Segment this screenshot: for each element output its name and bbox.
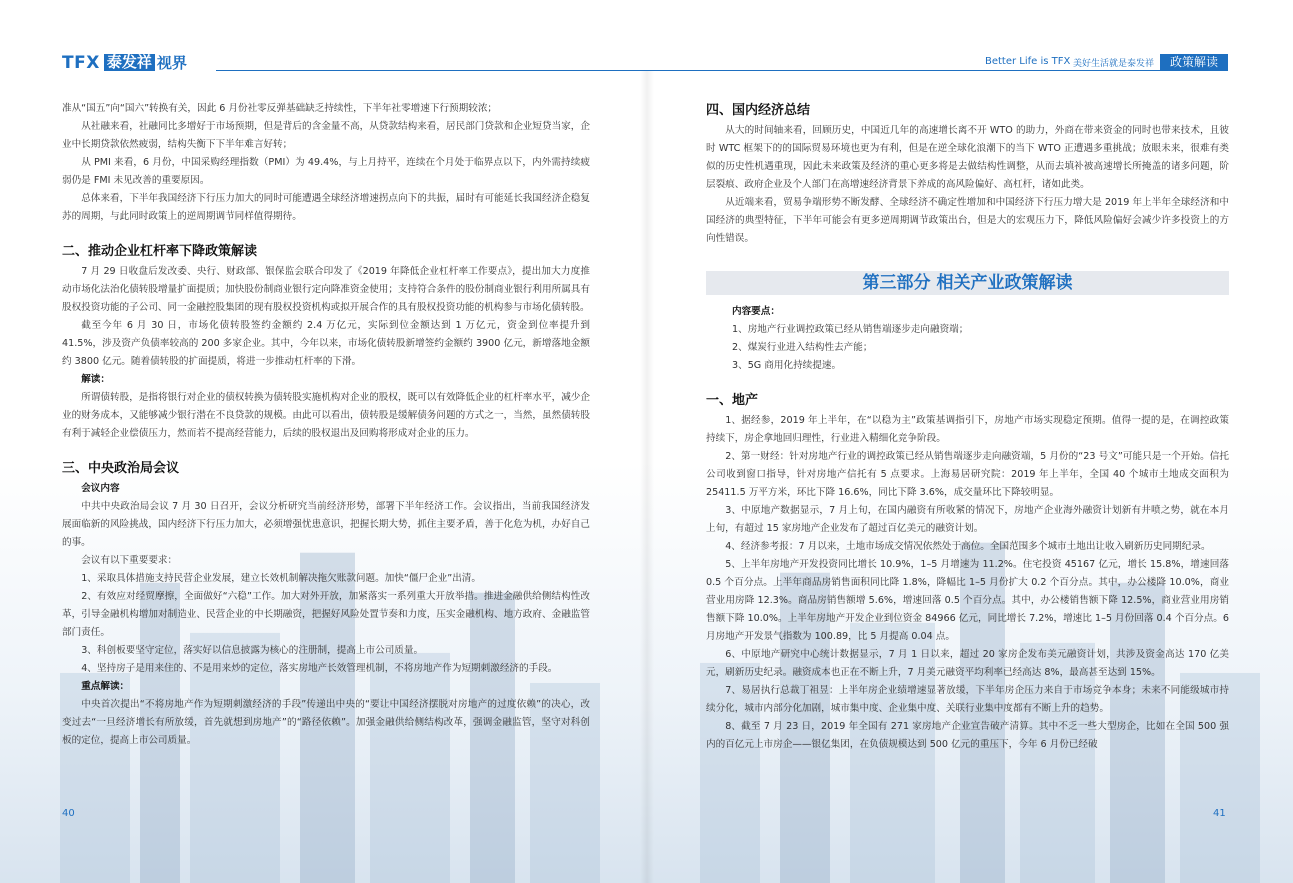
logo-company-name: 泰发祥 [104,54,155,71]
section-heading: 一、地产 [706,393,759,408]
section-tag: 政策解读 [1160,54,1228,70]
page-number-right: 41 [1213,808,1226,819]
paragraph: 总体来看，下半年我国经济下行压力加大的同时可能遭遇全球经济增速拐点向下的共振，届时有可能延长我国经济企稳复苏的周期，与此同时政策上的逆周期调节同样值得期待。 [62,193,590,222]
section-heading: 二、推动企业杠杆率下降政策解读 [62,244,258,259]
list-item: 1、据经参，2019 年上半年，在“以稳为主”政策基调指引下，房地产市场实现稳定预期。值得一提的是，在调控政策持续下，房企拿地回归理性，行业进入精细化竞争阶段。 [706,415,1229,444]
section-heading: 三、中央政治局会议 [62,461,180,476]
interpretation-label: 重点解读： [81,681,130,692]
section-heading: 四、国内经济总结 [706,103,811,118]
list-item: 5、上半年房地产开发投资同比增长 10.9%，1–5 月增速为 11.2%。住宅投资 45167 亿元，增长 15.8%，增速回落 0.5 个百分点。上半年商品房销售面积同比降 1.8%，降幅比 1–5 月份扩大 0.2 个百分点。其中，办公楼降 10.0%，商业营业用房降 12.3%。商品房销售额增 5.6%，增速回落 0.5 个百分点。其中，办公楼销售额下降 12.5%，商业营业用房销售额下降 10.0%。上半年房地产开发企业到位资金 84966 亿元，同比增长 7.2%，增速比 1–5 月份回落 0.4 个百分点。6 月房地产开发景气指数为 100.89，比 5 月提高 0.04 点。 [706,559,1229,642]
right-page-column [706,100,1229,754]
header-rule [216,70,1228,71]
slogan-chinese: 美好生活就是泰发祥 [1073,59,1155,69]
list-item: 4、坚持房子是用来住的、不是用来炒的定位，落实房地产长效管理机制，不将房地产作为短期刺激经济的手段。 [81,663,558,674]
list-item: 2、有效应对经贸摩擦，全面做好“六稳”工作。加大对外开放，加紧落实一系列重大开放举措。推进金融供给侧结构性改革，引导金融机构增加对制造业、民营企业的中长期融资，把握好风险处置节奏和力度，压实金融机构、地方政府、金融监管部门责任。 [62,591,590,638]
paragraph: 所谓债转股，是指将银行对企业的债权转换为债转股实施机构对企业的股权，既可以有效降低企业的杠杆率水平，减少企业的财务成本，又能够减少银行潜在不良贷款的规模。由此可以看出，债转股是缓解债务问题的方式之一，当然，虽然债转股有利于减轻企业偿债压力，然而若不提高经营能力，后续的股权退出及回购将形成对企业的压力。 [62,392,590,439]
key-point: 1、房地产行业调控政策已经从销售端逐步走向融资端； [732,324,969,335]
paragraph: 截至今年 6 月 30 日，市场化债转股签约金额约 2.4 万亿元，实际到位金额达到 1 万亿元，资金到位率提升到 41.5%，涉及资产负债率较高的 200 多家企业。其中，今年以来，市场化债转股新增签约金额约 3900 亿元，新增落地金额约 3800 亿元。随着债转股的扩面提质，将进一步推动杠杆率的下滑。 [62,320,590,367]
paragraph: 中央首次提出“不将房地产作为短期刺激经济的手段”传递出中央的“要让中国经济摆脱对房地产的过度依赖”的决心，改变过去“一旦经济增长有所放缓，首先就想到房地产”的“路径依赖”。加强金融供给侧结构改革，强调金融监管，坚守对科创板的定位，提高上市公司质量。 [62,699,590,746]
paragraph: 从大的时间轴来看，回顾历史，中国近几年的高速增长离不开 WTO 的助力，外商在带来资金的同时也带来技术，且彼时 WTC 框架下的的国际贸易环境也更为有利，但是在逆全球化浪潮下的当下 WTO 正遭遇多重挑战；放眼未来，很难有类似的历史性机遇重现，因此未来政策及经济的重心更多将是去做结构性调整，从而去填补被高速增长所掩盖的诸多问题，阶层裂痕、政府企业及个人部门在高增速经济背景下养成的高风险偏好、高杠杆，诸如此类。 [706,125,1229,190]
key-point: 2、煤炭行业进入结构性去产能； [732,342,873,353]
logo-tfx-text: TFX [62,52,100,73]
list-item: 4、经济参考报：7 月以来，土地市场成交情况依然处于高位。全国范围多个城市土地出让收入刷新历史同期纪录。 [725,541,1211,552]
part-banner: 第三部分 相关产业政策解读 [706,271,1229,295]
list-item: 3、中原地产数据显示，7 月上旬，在国内融资有所收紧的情况下，房地产企业海外融资计划新有井喷之势，就在本月上旬，有超过 15 家房地产企业发布了超过百亿美元的融资计划。 [706,505,1229,534]
paragraph: 中共中央政治局会议 7 月 30 日召开，会议分析研究当前经济形势，部署下半年经济工作。会议指出，当前我国经济发展面临新的风险挑战，国内经济下行压力加大，必须增强忧患意识，把握长期大势，抓住主要矛盾，善于化危为机，办好自己的事。 [62,501,590,548]
interpretation-label: 解读： [81,374,110,385]
paragraph: 从近端来看，贸易争端形势不断发酵、全球经济不确定性增加和中国经济下行压力增大是 2019 年上半年全球经济和中国经济的典型特征，下半年可能会有更多逆周期调节政策出台，但是大的宏观压力下，降低风险偏好会减少许多投资上的方向性错误。 [706,197,1229,244]
paragraph: 从 PMI 来看，6 月份，中国采购经理指数（PMI）为 49.4%，与上月持平，连续在个月处于临界点以下，内外需持续疲弱仍是 FMI 未见改善的重要原因。 [62,157,590,186]
list-item: 2、第一财经：针对房地产行业的调控政策已经从销售端逐步走向融资端，5 月份的“23 号文”可能只是一个开始。信托公司收到窗口指导，针对房地产信托有 5 点要求。上海易居研究院：2019 年上半年，全国 40 个城市土地成交面积为 25411.5 万平方米，环比下降 16.6%，同比下降 3.6%，成交量环比下降较明显。 [706,451,1229,498]
key-points-label: 内容要点： [732,306,780,317]
list-item: 7、易居执行总裁丁祖昱：上半年房企业绩增速显著放缓，下半年房企压力来自于市场竞争本身；未来不同能级城市持续分化，城市内部分化加剧，城市集中度、企业集中度、关联行业集中度都有不断上升的趋势。 [706,685,1229,714]
list-item: 8、截至 7 月 23 日，2019 年全国有 271 家房地产企业宣告破产清算。其中不乏一些大型房企，比如在全国 500 强内的百亿元上市房企——银亿集团，在负债规模达到 500 亿元的重压下，今年 6 月份已经破 [706,721,1229,750]
page-number-left: 40 [62,808,75,819]
list-item: 6、中原地产研究中心统计数据显示，7 月 1 日以来，超过 20 家房企发布美元融资计划，共涉及资金高达 170 亿美元，刷新历史纪录。融资成本也正在不断上升，7 月美元融资平均利率已经高达 8%，最高甚至达到 15%。 [706,649,1229,678]
logo-view-text: 视界 [156,54,187,72]
key-point: 3、5G 商用化持续提速。 [732,360,842,371]
brand-logo [62,52,187,73]
page-gutter [640,70,654,883]
paragraph: 会议有以下重要要求： [81,555,178,566]
paragraph: 7 月 29 日收盘后发改委、央行、财政部、银保监会联合印发了《2019 年降低企业杠杆率工作要点》，提出加大力度推动市场化法治化债转股增量扩面提质；加快股份制商业银行定向降准资金使用；支持符合条件的股份制商业银行利用所属具有股权投资功能的子公司、同一金融控股集团的现有股权投资机构或拟开展合作的具有股权投资功能的机构参与市场化债转股。 [62,266,590,313]
paragraph: 准从“国五”向“国六”转换有关，因此 6 月份社零反弹基础缺乏持续性，下半年社零增速下行预期较浓； [62,103,498,114]
list-item: 3、科创板要坚守定位，落实好以信息披露为核心的注册制，提高上市公司质量。 [81,645,424,656]
paragraph: 从社融来看，社融同比多增好于市场预期，但是背后的含金量不高，从贷款结构来看，居民部门贷款和企业短贷当家，企业中长期贷款依然疲弱，结构失衡下下半年难言好转； [62,121,590,150]
left-page-column [62,100,590,750]
list-item: 1、采取具体措施支持民营企业发展，建立长效机制解决拖欠账款问题。加快“僵尸企业”出清。 [81,573,481,584]
slogan-english: Better Life is TFX [985,56,1071,67]
subheading: 会议内容 [81,483,120,494]
